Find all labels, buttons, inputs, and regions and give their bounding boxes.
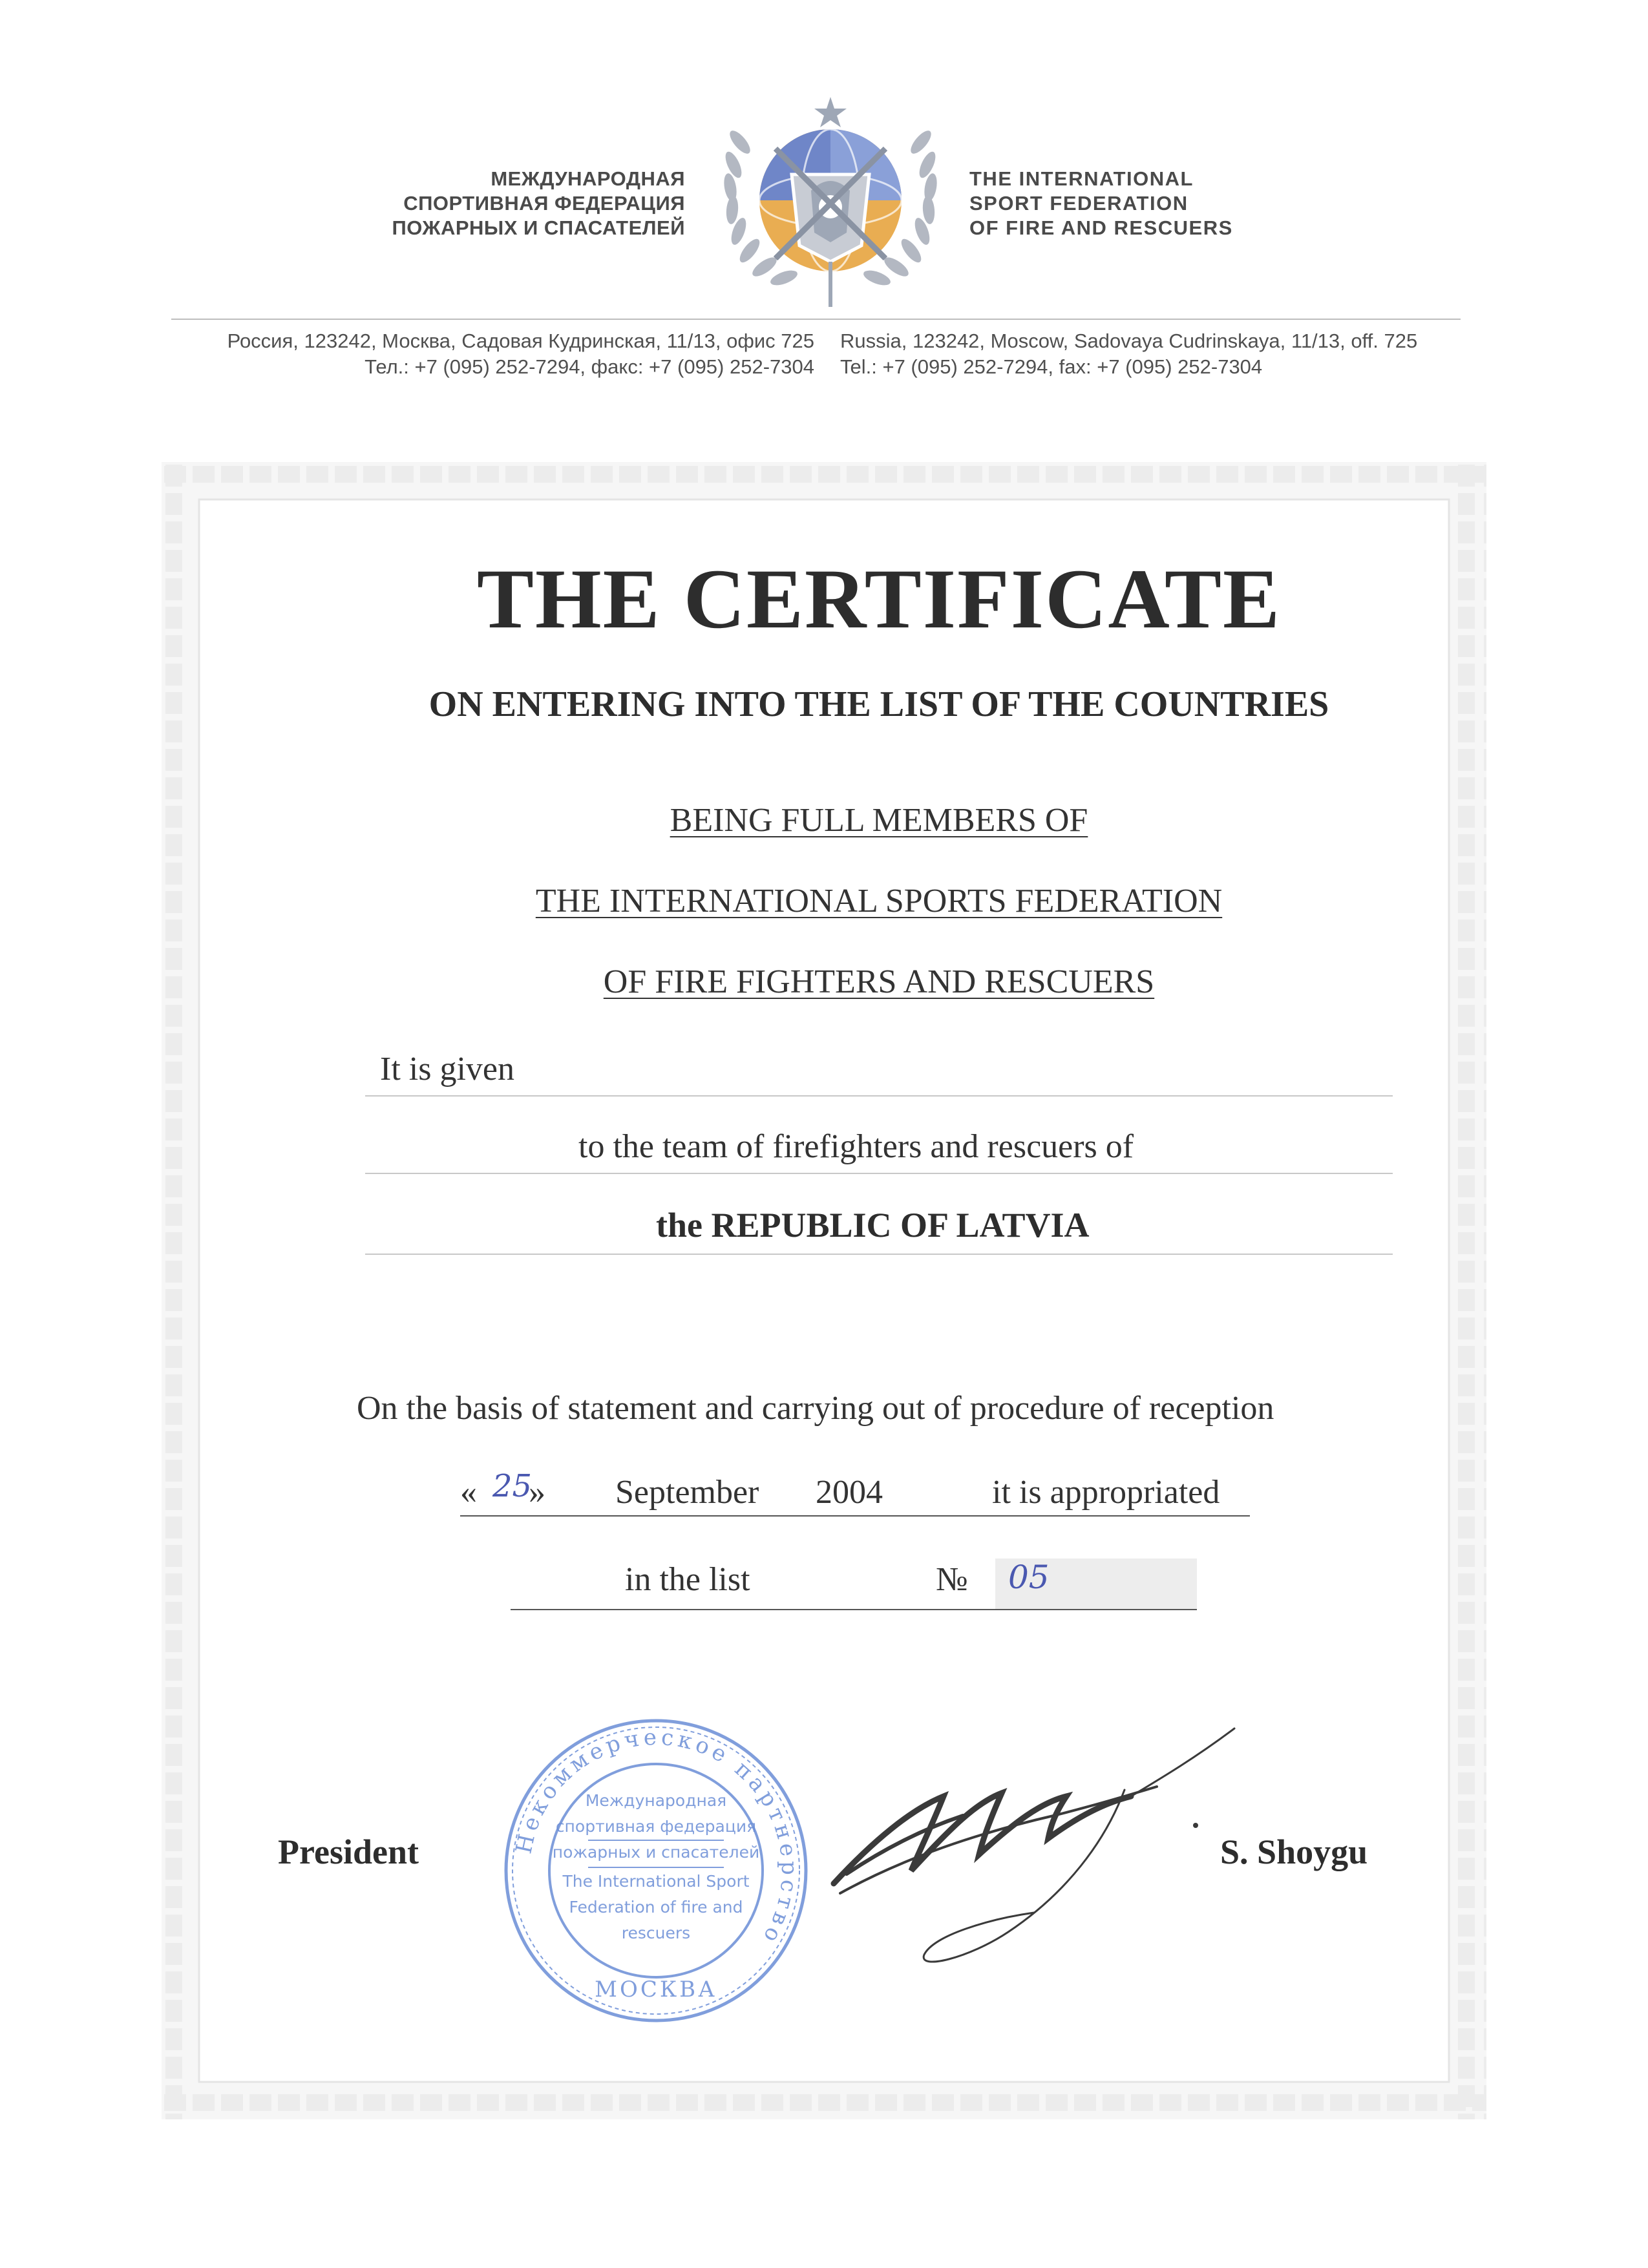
date-month: September — [615, 1474, 759, 1511]
stamp-center-line: rescuers — [621, 1924, 691, 1942]
org-name-en-line: SPORT FEDERATION — [969, 192, 1188, 215]
date-year: 2004 — [816, 1474, 883, 1511]
date-day-handwritten: 25 — [492, 1468, 533, 1504]
membership-line-2: THE INTERNATIONAL SPORTS FEDERATION — [535, 883, 1223, 919]
date-open-quote: « — [460, 1474, 477, 1511]
address-ru-line: Тел.: +7 (095) 252-7294, факс: +7 (095) 252-7304 — [364, 355, 814, 378]
stamp-center-line: Международная — [585, 1791, 727, 1810]
stamp-city: МОСКВА — [595, 1977, 717, 2002]
signatory-role: President — [278, 1832, 419, 1871]
handwritten-signature — [821, 1699, 1273, 1984]
given-label: It is given — [380, 1051, 514, 1087]
number-sign: № — [936, 1561, 968, 1598]
org-name-ru-line: ПОЖАРНЫХ И СПАСАТЕЛЕЙ — [392, 216, 685, 239]
stamp-center-line: пожарных и спасателей — [552, 1843, 760, 1862]
number-value-handwritten: 05 — [1008, 1559, 1050, 1596]
org-name-en — [969, 167, 1422, 240]
date-suffix: it is appropriated — [992, 1474, 1220, 1511]
stamp-center-line: The International Sport — [562, 1872, 750, 1891]
address-en-line: Russia, 123242, Moscow, Sadovaya Cudrinskaya, 11/13, off. 725 — [840, 330, 1418, 352]
address-ru — [103, 328, 814, 380]
org-name-ru — [271, 167, 685, 240]
list-underline — [511, 1609, 1197, 1610]
signatory-name: S. Shoygu — [1220, 1832, 1368, 1871]
address-ru-line: Россия, 123242, Москва, Садовая Кудринская, 11/13, офис 725 — [227, 330, 814, 352]
federation-logo — [714, 84, 947, 317]
address-en-line: Tel.: +7 (095) 252-7294, fax: +7 (095) 252-7304 — [840, 355, 1263, 378]
org-name-en-line: THE INTERNATIONAL — [969, 167, 1194, 190]
given-fill-line — [365, 1095, 1393, 1097]
address-en — [840, 328, 1551, 380]
star-icon — [814, 97, 847, 127]
membership-line-3: OF FIRE FIGHTERS AND RESCUERS — [603, 963, 1155, 1000]
org-name-ru-line: МЕЖДУНАРОДНАЯ — [491, 167, 685, 190]
date-close-quote: » — [529, 1474, 545, 1511]
certificate-title: THE CERTIFICATE — [476, 551, 1282, 646]
stamp-ring-text: Некоммерческое партнерство — [511, 1724, 803, 1951]
basis-text: On the basis of statement and carrying out of procedure of reception — [357, 1390, 1274, 1427]
recipient-fill-line — [365, 1173, 1393, 1174]
list-label: in the list — [625, 1561, 750, 1598]
country-fill-line — [365, 1254, 1393, 1255]
org-name-en-line: OF FIRE AND RESCUERS — [969, 216, 1233, 239]
stamp-icon — [498, 1712, 814, 2029]
membership-line-1: BEING FULL MEMBERS OF — [670, 802, 1088, 839]
stamp-center-line: спортивная федерация — [555, 1817, 757, 1836]
recipient-country: the REPUBLIC OF LATVIA — [656, 1206, 1090, 1244]
recipient-line: to the team of firefighters and rescuers of — [578, 1128, 1134, 1165]
date-underline — [460, 1515, 1250, 1517]
org-name-ru-line: СПОРТИВНАЯ ФЕДЕРАЦИЯ — [403, 192, 685, 215]
letterhead-divider — [171, 319, 1461, 320]
stamp-center-line: Federation of fire and — [569, 1898, 743, 1916]
certificate-subtitle: ON ENTERING INTO THE LIST OF THE COUNTRIES — [428, 684, 1329, 724]
